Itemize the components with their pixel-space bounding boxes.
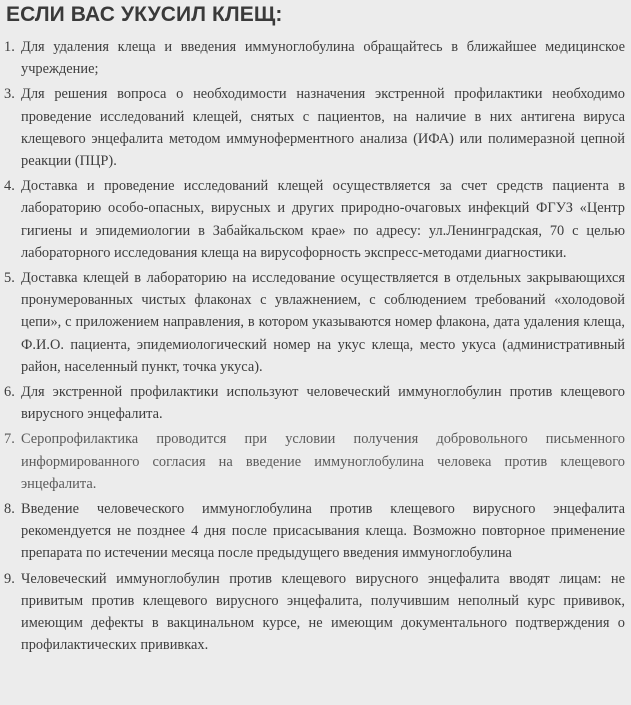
item-text: Доставка клещей в лабораторию на исследование осуществляется в отдельных закрывающихся пронумерованных чистых флаконах с увлажнением, с соблюдением требований «холодовой цепи», с приложением направления, в котором указываются номер флакона, дата удаления клеща, Ф.И.О. пациента, эпидемиологический номер на укус клеща, место укуса (административный район, населенный пункт, точка укуса). [21, 270, 625, 375]
item-number: 1. [4, 39, 15, 55]
list-item-6 [4, 381, 625, 425]
page-title: ЕСЛИ ВАС УКУСИЛ КЛЕЩ: [6, 3, 283, 26]
list-item-5 [4, 267, 625, 378]
list-item-1 [4, 36, 625, 80]
list-item-9 [4, 568, 625, 657]
item-number: 5. [4, 270, 15, 287]
item-text: Человеческий иммуноглобулин против клещевого вирусного энцефалита вводят лицам: не привитым против клещевого вирусного энцефалита, получившим неполный курс прививок, имеющим дефекты в вакцинальном курсе, не имеющим документального подтверждения о профилактических прививках. [21, 570, 625, 654]
item-text: Доставка и проведение исследований клещей осуществляется за счет средств пациента в лабораторию особо-опасных, вирусных и других природно-очаговых инфекций ФГУЗ «Центр гигиены и эпидемиологии в Забайкальском крае» по адресу: ул.Ленинградская, 70 с целью лабораторного исследования клеща на вирусофорность экспресс-методами диагностики. [21, 178, 625, 261]
item-number: 9. [4, 570, 15, 587]
list-item-7 [4, 428, 625, 495]
item-text: Для решения вопроса о необходимости назначения экстренной профилактики необходимо проведение исследований клещей, снятых с пациентов, на наличие в них антигена вируса клещевого энцефалита методом иммуноферментного анализа (ИФА) или полимеразной цепной реакции (ПЦР). [21, 86, 625, 170]
item-text: Введение человеческого иммуноглобулина против клещевого вирусного энцефалита рекомендуется не позднее 4 дня после присасывания клеща. Возможно повторное применение препарата по истечении месяца после предыдущего введения иммуноглобулина [21, 501, 625, 562]
list-item-8 [4, 498, 625, 565]
item-text: Серопрофилактика проводится при условии получения добровольного письменного информированного согласия на введение иммуноглобулина человека против клещевого энцефалита. [21, 431, 625, 492]
item-number: 6. [4, 384, 15, 401]
item-number: 3. [4, 86, 15, 103]
list-item-3 [4, 83, 625, 172]
list-item-4 [4, 175, 625, 264]
instructions-list [4, 36, 625, 656]
item-text: Для экстренной профилактики используют человеческий иммуноглобулин против клещевого вирусного энцефалита. [21, 384, 625, 423]
item-number: 8. [4, 501, 15, 518]
item-number: 4. [4, 178, 15, 195]
item-text: Для удаления клеща и введения иммуноглобулина обращайтесь в ближайшее медицинское учреждение; [21, 39, 625, 78]
item-number: 7. [4, 431, 15, 448]
